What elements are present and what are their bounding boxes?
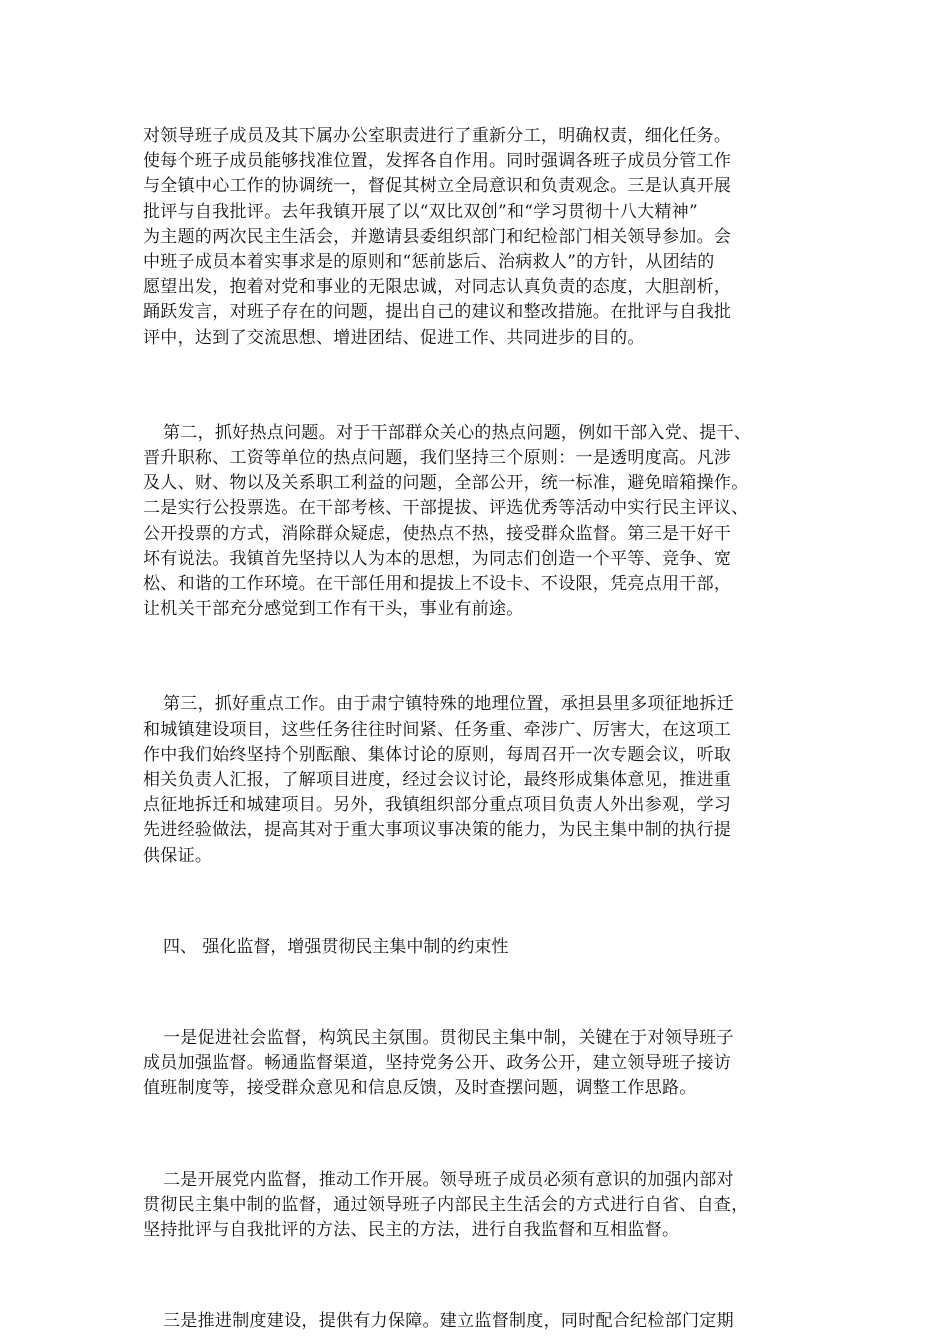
paragraph-spacer xyxy=(143,1102,823,1168)
paragraph-key-work xyxy=(143,692,823,868)
text-line: 及人、财、物以及关系职工利益的问题，全部公开，统一标准，避免暗箱操作。 xyxy=(143,473,749,494)
text-line: 公开投票的方式，消除群众疑虑，使热点不热，接受群众监督。第三是干好干 xyxy=(143,523,732,544)
text-line: 对领导班子成员及其下属办公室职责进行了重新分工，明确权责，细化任务。 xyxy=(143,126,732,146)
paragraph-spacer xyxy=(143,1243,823,1309)
text-line: 踊跃发言，对班子存在的问题，提出自己的建议和整改措施。在批评与自我批 xyxy=(143,302,732,323)
section-heading: 四、 强化监督，增强贯彻民主集中制的约束性 xyxy=(163,936,509,957)
text-line: 使每个班子成员能够找准位置，发挥各自作用。同时强调各班子成员分管工作 xyxy=(143,151,732,172)
text-line: 贯彻民主集中制的监督，通过领导班子内部民主生活会的方式进行自省、自查， xyxy=(143,1194,749,1215)
document-page xyxy=(143,124,823,1335)
text-line: 与全镇中心工作的协调统一，督促其树立全局意识和负责观念。三是认真开展 xyxy=(143,176,732,197)
text-line: 中班子成员本着实事求是的原则和“惩前毖后、治病救人”的方针，从团结的 xyxy=(143,252,715,273)
text-line: 为主题的两次民主生活会，并邀请县委组织部门和纪检部门相关领导参加。会 xyxy=(143,226,732,247)
paragraph-hot-issues xyxy=(143,421,823,623)
paragraph-social-supervision xyxy=(143,1026,823,1102)
text-line: 先进经验做法，提高其对于重大事项议事决策的能力，为民主集中制的执行提 xyxy=(143,820,732,841)
text-line: 值班制度等，接受群众意见和信息反馈，及时查摆问题，调整工作思路。 xyxy=(143,1078,697,1099)
text-line: 点征地拆迁和城建项目。另外，我镇组织部分重点项目负责人外出参观，学习 xyxy=(143,795,732,816)
text-line: 评中，达到了交流思想、增进团结、促进工作、共同进步的目的。 xyxy=(143,327,645,348)
text-line: 成员加强监督。畅通监督渠道，坚持党务公开、政务公开，建立领导班子接访 xyxy=(143,1053,732,1074)
paragraph-party-supervision xyxy=(143,1168,823,1244)
text-line: 坏有说法。我镇首先坚持以人为本的思想，为同志们创造一个平等、竞争、宽 xyxy=(143,548,732,569)
text-line: 和城镇建设项目，这些任务往往时间紧、任务重、牵涉广、厉害大，在这项工 xyxy=(143,719,732,740)
text-line: 松、和谐的工作环境。在干部任用和提拔上不设卡、不设限，凭亮点用干部， xyxy=(143,574,732,595)
text-line: 晋升职称、工资等单位的热点问题，我们坚持三个原则：一是透明度高。凡涉 xyxy=(143,448,732,469)
text-line: 一是促进社会监督，构筑民主氛围。贯彻民主集中制，关键在于对领导班子 xyxy=(163,1028,734,1049)
text-line: 愿望出发，抱着对党和事业的无限忠诚，对同志认真负责的态度，大胆剖析， xyxy=(143,277,732,298)
text-line: 相关负责人汇报，了解项目进度，经过会议讨论，最终形成集体意见，推进重 xyxy=(143,770,732,791)
text-line: 第二，抓好热点问题。对于干部群众关心的热点问题，例如干部入党、提干、 xyxy=(163,422,752,443)
text-line: 第三，抓好重点工作。由于肃宁镇特殊的地理位置，承担县里多项征地拆迁 xyxy=(163,694,734,715)
text-line: 作中我们始终坚持个别酝酿、集体讨论的原则，每周召开一次专题会议，听取 xyxy=(143,744,732,765)
text-line: 三是推进制度建设，提供有力保障。建立监督制度，同时配合纪检部门定期 xyxy=(163,1311,734,1332)
text-line: 二是开展党内监督，推动工作开展。领导班子成员必须有意识的加强内部对 xyxy=(163,1169,734,1190)
text-line: 供保证。 xyxy=(143,845,213,866)
paragraph-leadership-division xyxy=(143,124,823,351)
text-line: 二是实行公投票选。在干部考核、干部提拔、评选优秀等活动中实行民主评议、 xyxy=(143,498,749,519)
text-line: 让机关干部充分感觉到工作有干头，事业有前途。 xyxy=(143,599,524,620)
text-line: 坚持批评与自我批评的方法、民主的方法，进行自我监督和互相监督。 xyxy=(143,1220,680,1241)
paragraph-spacer xyxy=(143,960,823,1026)
paragraph-spacer xyxy=(143,869,823,935)
paragraph-spacer xyxy=(143,622,823,692)
paragraph-system-building xyxy=(143,1309,823,1334)
paragraph-spacer xyxy=(143,351,823,421)
text-line: 批评与自我批评。去年我镇开展了以“双比双创”和“学习贯彻十八大精神” xyxy=(143,201,698,222)
